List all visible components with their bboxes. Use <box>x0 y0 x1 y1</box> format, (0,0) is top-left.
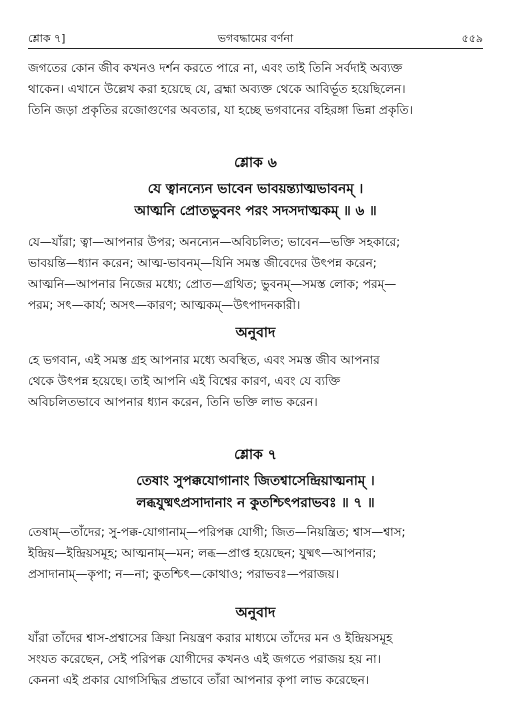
intro-line: তিনি জড়া প্রকৃতির রজোগুণের অবতার, যা হচ্ছে ভগবানের বহিরঙ্গা ভিন্না প্রকৃতি। <box>28 103 413 117</box>
translation-line: অবিচলিতভাবে আপনার ধ্যান করেন, তিনি ভক্তি লাভ করেন। <box>28 395 318 409</box>
verse-6-synonyms <box>28 232 483 316</box>
translation-line: কেননা এই প্রকার যোগসিদ্ধির প্রভাবে তাঁরা আপনার কৃপা লাভ করেছেন। <box>28 673 370 687</box>
translation-line: হে ভগবান, এই সমস্ত গ্রহ আপনার মধ্যে অবস্থিত, এবং সমস্ত জীব আপনার <box>28 353 380 367</box>
synonym-line: প্রসাদানাম্—কৃপা; ন—না; কুতশ্চিৎ—কোথাও; পরাভবঃ—পরাজয়। <box>28 567 340 581</box>
synonym-line: পরম; সৎ—কার্য; অসৎ—কারণ; আত্মকম্—উৎপাদনকারী। <box>28 298 301 312</box>
verse-6-heading: শ্লোক ৬ <box>234 155 277 171</box>
verse-7-heading: শ্লোক ৭ <box>234 447 277 463</box>
page-number: ৫৫৯ <box>461 32 483 45</box>
header-verse-ref: শ্লোক ৭] <box>28 32 66 45</box>
translation-line: থেকে উৎপন্ন হয়েছে। তাই আপনি এই বিশ্বের কারণ, এবং যে ব্যক্তি <box>28 374 341 388</box>
verse-7-translation-heading: অনুবাদ <box>235 605 276 621</box>
verse-7-translation <box>28 628 483 691</box>
verse-7-line: লব্ধযুষ্মৎপ্রসাদানাং ন কুতশ্চিৎপরাভবঃ ॥ ৭ ॥ <box>136 495 375 511</box>
verse-7-line: তেষাং সুপক্কযোগানাং জিতশ্বাসেন্দ্রিয়াত্মনাম্ । <box>136 473 375 489</box>
intro-line: জগতের কোন জীব কখনও দর্শন করতে পারে না, এবং তাই তিনি সর্বদাই অব্যক্ত <box>28 61 403 75</box>
header-chapter-title: ভগবদ্ধামের বর্ণনা <box>217 32 294 45</box>
synonym-line: ইন্দ্রিয়—ইন্দ্রিয়সমূহ; আত্মনাম্—মন; লব্ধ—প্রাপ্ত হয়েছেন; যুষ্মৎ—আপনার; <box>28 546 377 560</box>
verse-6-translation-heading: অনুবাদ <box>235 325 276 341</box>
intro-line: থাকেন। এখানে উল্লেখ করা হয়েছে যে, ব্রহ্মা অব্যক্ত থেকে আবির্ভূত হয়েছিলেন। <box>28 82 406 96</box>
intro-paragraph <box>28 58 483 121</box>
verse-6-line: আত্মনি প্রোতভুবনং পরং সদসদাত্মকম্ ॥ ৬ ॥ <box>134 203 377 219</box>
verse-6-translation <box>28 350 483 413</box>
running-header <box>28 30 483 49</box>
verse-7-synonyms <box>28 522 483 585</box>
synonym-line: যে—যাঁরা; ত্বা—আপনার উপর; অনন্যেন—অবিচলিত; ভাবেন—ভক্তি সহকারে; <box>28 235 401 249</box>
translation-line: যাঁরা তাঁদের শ্বাস-প্রশ্বাসের ক্রিয়া নিয়ন্ত্রণ করার মাধ্যমে তাঁদের মন ও ইন্দ্রিয়সমূহ <box>28 631 393 645</box>
translation-line: সংযত করেছেন, সেই পরিপক্ক যোগীদের কখনও এই জগতে পরাজয় হয় না। <box>28 652 381 666</box>
verse-6-text <box>28 178 483 222</box>
synonym-line: তেষাম্—তাঁদের; সু-পক্ক-যোগানাম্—পরিপক্ক যোগী; জিত—নিয়ন্ত্রিত; শ্বাস—শ্বাস; <box>28 525 406 539</box>
synonym-line: ভাবয়ন্তি—ধ্যান করেন; আত্ম-ভাবনম্—যিনি সমস্ত জীবেদের উৎপন্ন করেন; <box>28 256 377 270</box>
verse-6-line: যে ত্বানন্যেন ভাবেন ভাবয়ন্ত্যাত্মভাবনম্ । <box>147 181 364 197</box>
verse-7-text <box>28 470 483 514</box>
synonym-line: আত্মনি—আপনার নিজের মধ্যে; প্রোত—গ্রথিত; ভুবনম্—সমস্ত লোক; পরম্— <box>28 277 397 291</box>
